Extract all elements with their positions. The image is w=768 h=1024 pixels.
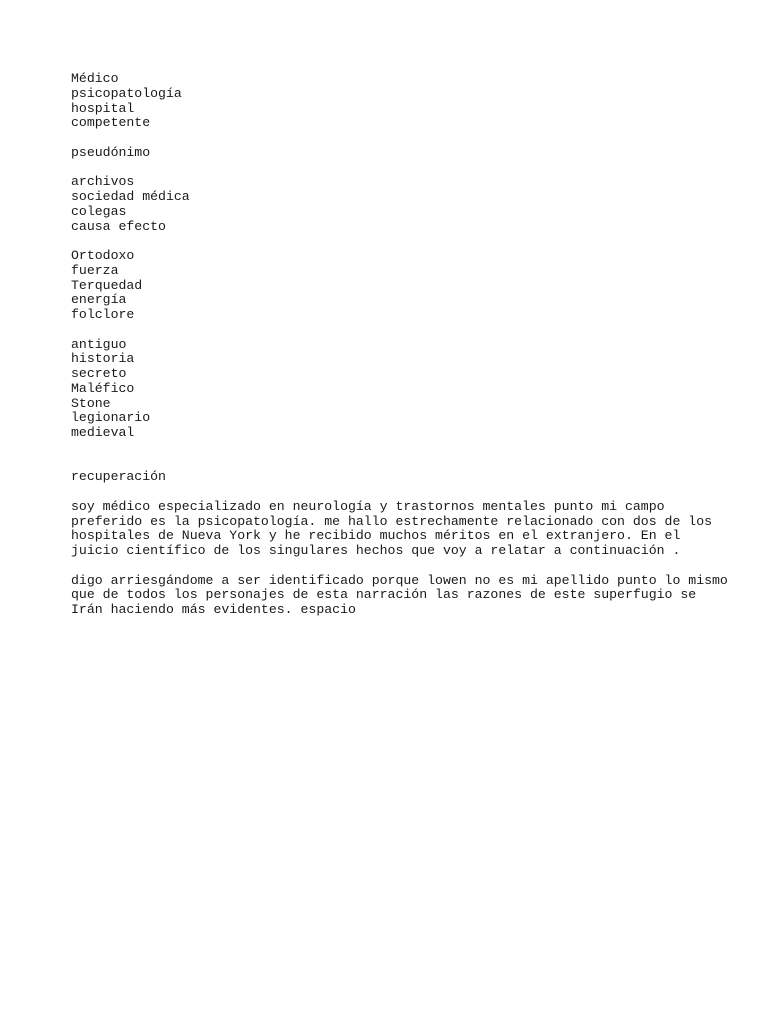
word-line: causa efecto (71, 218, 166, 234)
blank-line (71, 559, 731, 574)
paragraph-1 (71, 500, 731, 559)
blank-line (71, 234, 731, 249)
word-line: colegas (71, 203, 127, 219)
word-group-3 (71, 175, 731, 234)
word-line: archivos (71, 174, 135, 190)
paragraph-line: hospitales de Nueva York y he recibido muchos méritos en el extranjero. En el (71, 528, 681, 544)
blank-line (71, 161, 731, 176)
paragraph-line: soy médico especializado en neurología y trastornos mentales punto mi campo (71, 498, 665, 514)
word-line: pseudónimo (71, 144, 151, 160)
word-line: medieval (71, 425, 135, 440)
word-group-5 (71, 338, 731, 441)
paragraph-line: Irán haciendo más evidentes. espacio (71, 602, 356, 617)
paragraph-line: digo arriesgándome a ser identificado porque lowen no es mi apellido punto lo mismo (71, 572, 728, 588)
paragraph-line: juicio científico de los singulares hechos que voy a relatar a continuación . (71, 543, 681, 558)
word-line: Terquedad (71, 277, 143, 293)
paragraph-line: preferido es la psicopatología. me hallo estrechamente relacionado con dos de los (71, 513, 713, 529)
word-line: energía (71, 292, 127, 308)
document-page (71, 72, 731, 618)
word-line: sociedad médica (71, 189, 190, 204)
word-line: folclore (71, 307, 135, 322)
word-line: psicopatología (71, 85, 182, 101)
paragraph-line: que de todos los personajes de esta narración las razones de este superfugio se (71, 587, 697, 603)
word-line: historia (71, 351, 135, 367)
section-heading: recuperación (71, 469, 166, 485)
word-line: fuerza (71, 262, 119, 278)
blank-line (71, 323, 731, 338)
blank-lines (71, 441, 731, 471)
blank-line (71, 485, 731, 500)
word-group-1 (71, 72, 731, 131)
word-line: Stone (71, 395, 111, 411)
word-line: Maléfico (71, 380, 135, 396)
word-group-4 (71, 249, 731, 323)
word-group-2 (71, 146, 731, 161)
word-line: secreto (71, 366, 127, 381)
paragraph-2 (71, 574, 731, 618)
word-line: Ortodoxo (71, 248, 135, 263)
word-line: competente (71, 115, 151, 131)
word-line: antiguo (71, 336, 127, 352)
word-line: legionario (71, 410, 151, 426)
word-line: Médico (71, 71, 119, 86)
blank-line (71, 131, 731, 146)
word-line: hospital (71, 100, 135, 116)
